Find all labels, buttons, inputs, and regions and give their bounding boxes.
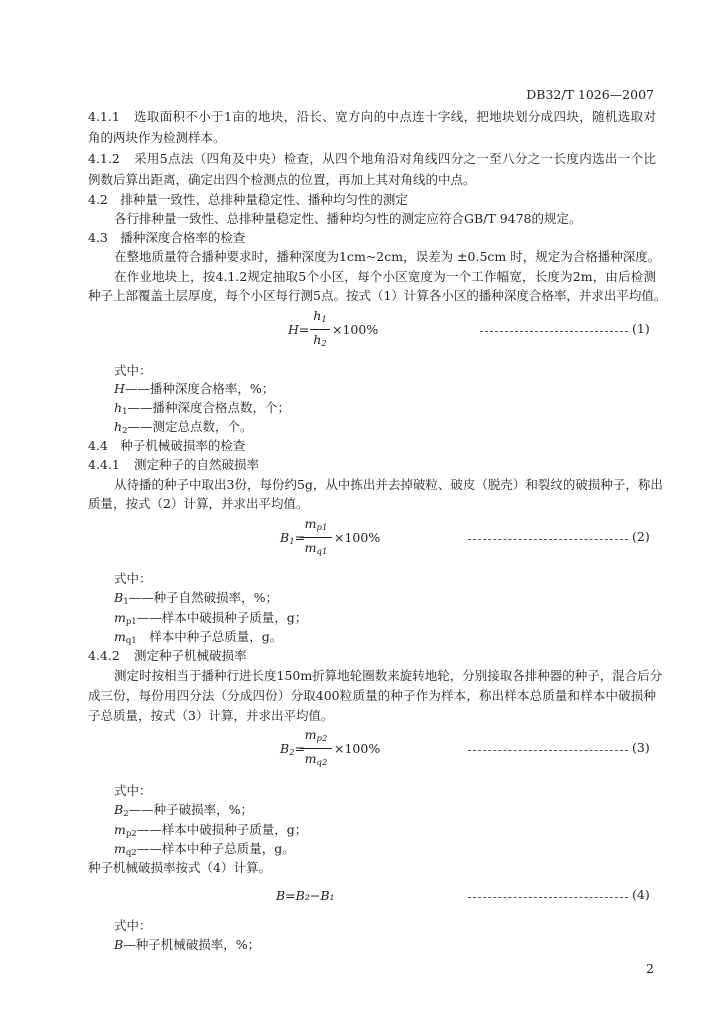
- eq3-denominator: $m_{q2}$: [304, 751, 328, 768]
- doc-id-header: DB32/T 1026—2007: [526, 87, 654, 102]
- where-4-item: B—种子机械破损率，%；: [114, 937, 261, 952]
- clause-4-4-2-line-1: 测定时按相当于播种行进长度150m折算地轮圈数来旋转地轮，分别接取各排种器的种子，混合后分: [114, 668, 663, 683]
- eq3-numerator: $m_{p2}$: [304, 727, 328, 744]
- clause-4-1-1-number: 4.1.1: [88, 109, 120, 124]
- clause-4-4-1-line-1: 从待播的种子中取出3份，每份约5g，从中拣出并去掉破粒、破皮（脱壳）和裂纹的破损种子，称出: [114, 477, 663, 492]
- eq1-fraction-bar: [310, 329, 330, 330]
- where-3-label: 式中：: [114, 783, 152, 798]
- eq1-numerator: $h_1$: [313, 308, 327, 325]
- eq2-numerator: $m_{p1}$: [304, 516, 328, 533]
- where-1-item: H——播种深度合格率，%；: [114, 381, 275, 396]
- where-2-item: $B_1——$种子自然破损率，%；: [114, 590, 278, 607]
- eq1-lhs: H=: [288, 322, 310, 337]
- eq2-fraction-bar: [300, 537, 332, 538]
- eq1-leader-line: [480, 331, 628, 332]
- eq4-number: (4): [632, 887, 650, 902]
- section-4-3-line-3: 种子上部覆盖土层厚度，每个小区每行测5点。按式（1）计算各小区的播种深度合格率，并求出平均值。: [88, 288, 667, 303]
- section-4-3-line-2: 在作业地块上，按4.1.2规定抽取5个小区，每个小区宽度为一个工作幅宽，长度为2m，由后检测: [114, 269, 656, 284]
- eq4-expression: B=B₂−B₁: [276, 888, 335, 903]
- page-number: 2: [646, 961, 654, 976]
- clause-4-4-2-title: 测定种子机械破损率: [134, 648, 247, 663]
- where-3-item: $m_{q2}——$样本中种子总质量，g。: [114, 841, 295, 858]
- section-4-2-heading: 4.2 排种量一致性、总排种量稳定性、播种均匀性的测定: [88, 192, 408, 207]
- eq3-lhs: $B_2=$: [280, 741, 306, 758]
- where-2-item: $m_{q1}$ 样本中种子总质量，g。: [114, 629, 283, 646]
- eq2-denominator: $m_{q1}$: [304, 540, 328, 557]
- where-4-label: 式中：: [114, 918, 152, 933]
- clause-4-4-1-line-2: 质量，按式（2）计算，并求出平均值。: [88, 496, 309, 511]
- eq3-multiplier: ×100%: [334, 741, 381, 756]
- clause-4-4-2-line-3: 子总质量，按式（3）计算，并求出平均值。: [88, 708, 334, 723]
- clause-4-1-2-number: 4.1.2: [88, 151, 120, 166]
- where-1-label: 式中：: [114, 363, 152, 378]
- eq2-number: (2): [632, 529, 650, 544]
- eq2-lhs: $B_1=$: [280, 530, 306, 547]
- eq4-leader-line: [468, 897, 628, 898]
- eq1-multiplier: ×100%: [332, 322, 379, 337]
- clause-4-1-2-line-2: 例数后算出距离，确定出四个检测点的位置，再加上其对角线的中点。: [88, 172, 476, 187]
- eq2-leader-line: [468, 539, 628, 540]
- where-1-item: $h_2——$测定总点数，个。: [114, 419, 253, 436]
- clause-4-4-2-number: 4.4.2: [88, 648, 120, 663]
- where-2-label: 式中：: [114, 571, 152, 586]
- clause-4-1-1-line-1: 选取面积不小于1亩的地块，沿长、宽方向的中点连十字线，把地块划分成四块，随机选取对: [134, 109, 656, 124]
- eq1-denominator: $h_2$: [313, 332, 327, 349]
- where-2-item: $m_{p1}——$样本中破损种子质量，g；: [114, 610, 308, 627]
- clause-4-4-2-line-2: 成三份，每份用四分法（分成四份）分取400粒质量的种子作为样本，称出样本总质量和样本中破损种: [88, 688, 656, 703]
- clause-4-4-2-formula-intro: 种子机械破损率按式（4）计算。: [88, 860, 271, 875]
- eq3-leader-line: [468, 750, 628, 751]
- where-3-item: $m_{p2}——$样本中破损种子质量，g；: [114, 822, 308, 839]
- eq1-number: (1): [632, 321, 650, 336]
- where-3-item: $B_2——$种子破损率，%；: [114, 802, 253, 819]
- clause-4-4-1-number: 4.4.1: [88, 457, 120, 472]
- eq3-number: (3): [632, 740, 650, 755]
- eq2-multiplier: ×100%: [334, 530, 381, 545]
- section-4-2-text: 各行排种量一致性、总排种量稳定性、播种均匀性的测定应符合GB/T 9478的规定。: [114, 211, 582, 226]
- section-4-3-heading: 4.3 播种深度合格率的检查: [88, 230, 246, 245]
- clause-4-4-1-title: 测定种子的自然破损率: [134, 457, 260, 472]
- where-1-item: $h_1——$播种深度合格点数，个；: [114, 400, 290, 417]
- eq3-fraction-bar: [300, 748, 332, 749]
- section-4-3-line-1: 在整地质量符合播种要求时，播种深度为1cm~2cm，误差为 ±0.5cm 时，规定为合格播种深度。: [114, 249, 661, 264]
- clause-4-1-2-line-1: 采用5点法（四角及中央）检查，从四个地角沿对角线四分之一至八分之一长度内选出一个比: [134, 151, 656, 166]
- section-4-4-heading: 4.4 种子机械破损率的检查: [88, 438, 246, 453]
- clause-4-1-1-line-2: 角的两块作为检测样本。: [88, 130, 226, 145]
